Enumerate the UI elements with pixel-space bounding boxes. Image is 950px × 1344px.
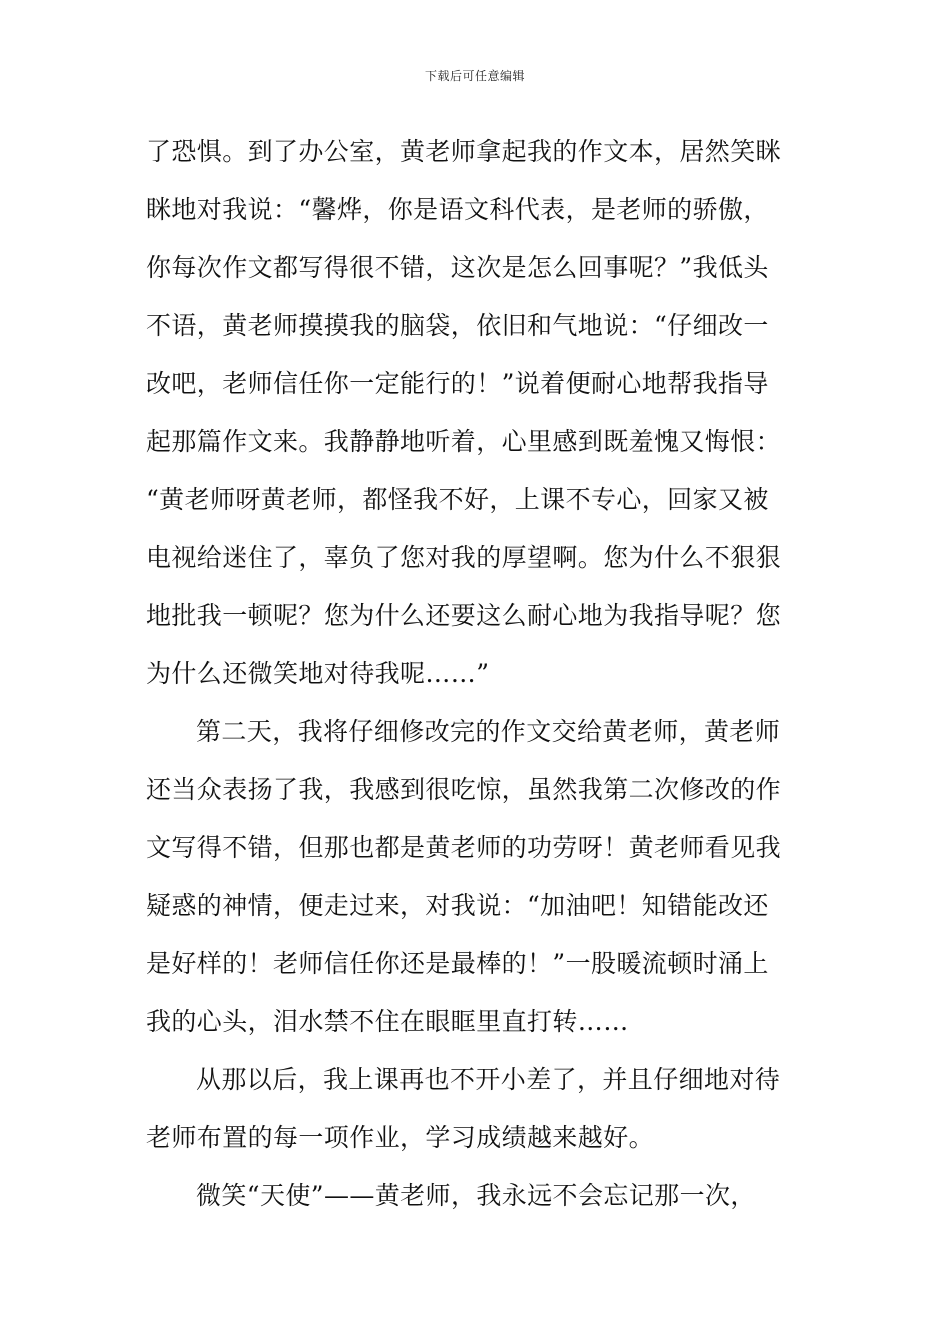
text-line: 是好样的！老师信任你还是最棒的！”一股暖流顿时涌上 bbox=[146, 949, 769, 978]
text-line: 你每次作文都写得很不错，这次是怎么回事呢？”我低头 bbox=[146, 253, 769, 282]
text-line: 文写得不错，但那也都是黄老师的功劳呀！黄老师看见我 bbox=[146, 833, 782, 862]
paragraph-first-line: 微笑“天使”——黄老师，我永远不会忘记那一次， bbox=[196, 1181, 756, 1210]
text-line: 了恐惧。到了办公室，黄老师拿起我的作文本，居然笑眯 bbox=[146, 137, 782, 166]
text-line: 老师布置的每一项作业，学习成绩越来越好。 bbox=[146, 1123, 655, 1152]
text-line: 电视给迷住了，辜负了您对我的厚望啊。您为什么不狠狠 bbox=[146, 543, 782, 572]
text-line: 为什么还微笑地对待我呢……” bbox=[146, 659, 490, 688]
page-header: 下载后可任意编辑 bbox=[424, 69, 525, 83]
text-line: 我的心头，泪水禁不住在眼眶里直打转…… bbox=[146, 1007, 629, 1036]
text-line: 改吧，老师信任你一定能行的！”说着便耐心地帮我指导 bbox=[146, 369, 769, 398]
text-line: 地批我一顿呢？您为什么还要这么耐心地为我指导呢？您 bbox=[146, 601, 782, 630]
text-line: 起那篇作文来。我静静地听着，心里感到既羞愧又悔恨： bbox=[146, 427, 782, 456]
text-line: 疑惑的神情，便走过来，对我说：“加油吧！知错能改还 bbox=[146, 891, 769, 920]
text-line: 还当众表扬了我，我感到很吃惊，虽然我第二次修改的作 bbox=[146, 775, 782, 804]
paragraph-first-line: 第二天，我将仔细修改完的作文交给黄老师，黄老师 bbox=[196, 717, 781, 746]
text-line: 眯地对我说：“馨烨，你是语文科代表，是老师的骄傲， bbox=[146, 195, 769, 224]
text-line: 不语，黄老师摸摸我的脑袋，依旧和气地说：“仔细改一 bbox=[146, 311, 769, 340]
paragraph-first-line: 从那以后，我上课再也不开小差了，并且仔细地对待 bbox=[196, 1065, 781, 1094]
text-line: “黄老师呀黄老师，都怪我不好，上课不专心，回家又被 bbox=[146, 485, 769, 514]
